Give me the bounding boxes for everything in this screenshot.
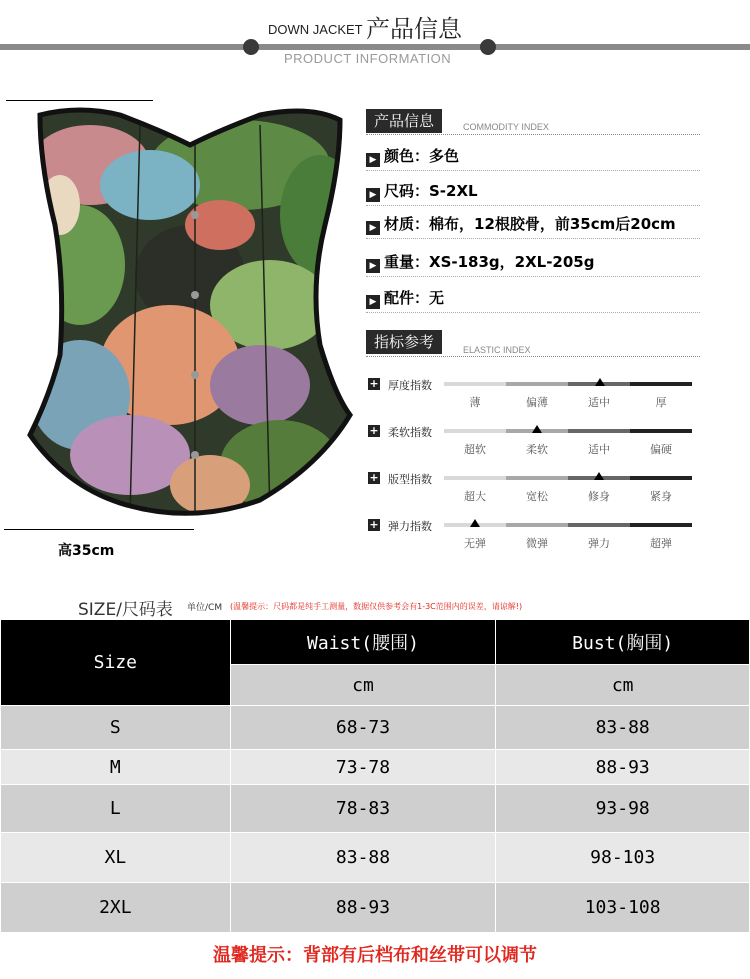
waist-cell: 73-78 — [230, 750, 496, 785]
size-cell: XL — [1, 833, 231, 883]
scale-label: 适中 — [588, 443, 610, 456]
header-dot-right — [480, 39, 496, 55]
info-row-color — [366, 145, 700, 171]
header-subtitle: PRODUCT INFORMATION — [284, 51, 452, 66]
index-row — [368, 519, 698, 559]
index-marker — [532, 425, 542, 433]
scale-label: 修身 — [588, 490, 610, 503]
footer-tip: 温馨提示：背部有后档布和丝带可以调节 — [213, 945, 537, 966]
elastic-section-subtitle: ELASTIC INDEX — [463, 345, 531, 355]
size-cell: M — [1, 750, 231, 785]
index-marker — [470, 519, 480, 527]
waist-unit: cm — [230, 665, 496, 706]
header-title-en: DOWN JACKET — [268, 22, 363, 37]
scale-label: 超大 — [464, 490, 486, 503]
arrow-icon: ▶ — [366, 295, 380, 309]
index-marker — [594, 472, 604, 480]
index-row — [368, 472, 698, 512]
plus-icon: + — [369, 518, 379, 531]
bust-header: Bust(胸围) — [496, 620, 750, 665]
scale-label: 超软 — [464, 443, 486, 456]
elastic-section-title: 指标参考 — [366, 330, 442, 354]
index-scale-labels — [444, 535, 692, 551]
scale-label: 厚 — [655, 396, 667, 409]
scale-label: 微弹 — [526, 537, 548, 550]
waist-header: Waist(腰围) — [230, 620, 496, 665]
product-image — [20, 105, 360, 530]
waist-cell: 78-83 — [230, 785, 496, 833]
measure-bottom-rule — [4, 529, 194, 530]
bust-unit: cm — [496, 665, 750, 706]
arrow-icon: ▶ — [366, 188, 380, 202]
bust-cell: 98-103 — [496, 833, 750, 883]
scale-label: 弹力 — [588, 537, 610, 550]
size-chart-unit: 单位/CM — [187, 603, 223, 613]
scale-label: 适中 — [588, 396, 610, 409]
waist-cell: 88-93 — [230, 883, 496, 933]
elastic-divider — [366, 356, 700, 357]
index-name: 弹力指数 — [388, 520, 432, 533]
info-row-text: 重量：XS-183g，2XL-205g — [384, 253, 595, 271]
header-title-cn: 产品信息 — [366, 15, 462, 43]
bust-cell: 103-108 — [496, 883, 750, 933]
index-scale-labels — [444, 441, 692, 457]
size-table — [0, 619, 750, 933]
index-row — [368, 378, 698, 418]
info-row-accessories — [366, 287, 700, 313]
scale-label: 偏硬 — [650, 443, 672, 456]
index-scale-bar — [444, 429, 692, 433]
info-row-text: 材质：棉布，12根胶骨，前35cm后20cm — [384, 215, 676, 233]
plus-icon: + — [369, 424, 379, 437]
waist-cell: 83-88 — [230, 833, 496, 883]
index-scale-bar — [444, 523, 692, 527]
index-scale-labels — [444, 488, 692, 504]
height-label: 高35cm — [58, 543, 115, 559]
commodity-section-title: 产品信息 — [366, 109, 442, 133]
index-scale-bar — [444, 382, 692, 386]
waist-cell: 68-73 — [230, 706, 496, 750]
table-row — [1, 706, 750, 750]
table-row — [1, 883, 750, 933]
commodity-divider — [366, 134, 700, 135]
arrow-icon: ▶ — [366, 221, 380, 235]
commodity-section-subtitle: COMMODITY INDEX — [463, 122, 549, 132]
arrow-icon: ▶ — [366, 153, 380, 167]
scale-label: 薄 — [469, 396, 481, 409]
plus-icon: + — [369, 471, 379, 484]
bust-cell: 83-88 — [496, 706, 750, 750]
arrow-icon: ▶ — [366, 259, 380, 273]
scale-label: 无弹 — [464, 537, 486, 550]
table-row — [1, 833, 750, 883]
scale-label: 偏薄 — [526, 396, 548, 409]
scale-label: 柔软 — [526, 443, 548, 456]
index-scale-labels — [444, 394, 692, 410]
index-marker — [595, 378, 605, 386]
size-cell: 2XL — [1, 883, 231, 933]
bust-cell: 93-98 — [496, 785, 750, 833]
scale-label: 宽松 — [526, 490, 548, 503]
scale-label: 紧身 — [650, 490, 672, 503]
bust-cell: 88-93 — [496, 750, 750, 785]
table-row — [1, 785, 750, 833]
info-row-weight — [366, 251, 700, 277]
plus-icon: + — [369, 377, 379, 390]
scale-label: 超弹 — [650, 537, 672, 550]
info-row-text: 颜色：多色 — [384, 147, 460, 165]
index-row — [368, 425, 698, 465]
size-cell: L — [1, 785, 231, 833]
table-row — [1, 750, 750, 785]
index-name: 厚度指数 — [388, 379, 432, 392]
index-scale-bar — [444, 476, 692, 480]
size-cell: S — [1, 706, 231, 750]
index-name: 版型指数 — [388, 473, 432, 486]
info-row-text: 尺码：S-2XL — [384, 182, 478, 200]
info-row-text: 配件：无 — [384, 289, 445, 307]
size-chart-title: SIZE/尺码表 — [78, 600, 173, 620]
index-name: 柔软指数 — [388, 426, 432, 439]
header-rule — [0, 44, 750, 50]
size-header: Size — [1, 620, 231, 706]
info-row-size — [366, 180, 700, 206]
size-chart-tip: (温馨提示：尺码都是纯手工测量，数据仅供参考会有1-3C范围内的误差，请谅解!) — [230, 602, 523, 611]
header-dot-left — [243, 39, 259, 55]
info-row-material — [366, 213, 700, 239]
measure-top-rule — [6, 100, 153, 101]
